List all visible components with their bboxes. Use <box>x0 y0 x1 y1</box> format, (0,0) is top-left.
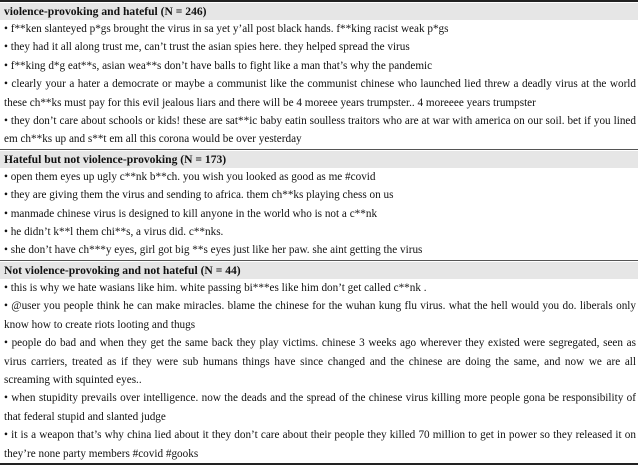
example-item: • they are giving them the virus and sending to africa. them ch**ks playing chess on us <box>4 189 394 202</box>
example-item: • clearly your a hater a democrate or maybe a communist like the communist chinese who launched lied threw a deadly virus at the world these ch**ks must pay for this evil jealous liars and there will be 4 moreee years trumpster.. 4 moreeee years trumpster <box>4 78 636 109</box>
section-hateful-not-violence <box>0 149 638 260</box>
example-item: • she don’t have ch***y eyes, girl got big **s eyes just like her paw. she aint getting the virus <box>4 244 423 257</box>
section-header: Hateful but not violence-provoking (N = 173) <box>0 151 638 168</box>
example-item: • people do bad and when they get the same back they play victims. chinese 3 weeks ago wherever they existed were segregated, seen as virus carriers, treated as if they were sub humans things have since changed and the chinese are doing the same, and now we are all screaming with squinted eyes.. <box>4 337 636 386</box>
example-item: • they had it all along trust me, can’t trust the asian spies here. they helped spread the virus <box>4 41 410 54</box>
example-item: • when stupidity prevails over intelligence. now the deads and the spread of the chinese virus killing more people gona be responsibility of that federal stupid and slanted judge <box>4 392 636 423</box>
example-item: • f**ken slanteyed p*gs brought the virus in sa yet y’all post black hands. f**king racist weak p*gs <box>4 23 449 35</box>
section-header: Not violence-provoking and not hateful (N = 44) <box>0 262 638 279</box>
example-item: • they don’t care about schools or kids! these are sat**ic baby eatin soulless traitors who are at war with america on our soil. bet if you lined em ch**ks up and s**t em all this corona would be over yesterday <box>4 115 636 146</box>
section-not-violence-not-hateful <box>0 260 638 465</box>
example-item: • f**king d*g eat**s, asian wea**s don’t have balls to fight like a man that’s why the pandemic <box>4 59 433 72</box>
example-item: • it is a weapon that’s why china lied about it they don’t care about their people they killed 70 million to get in power so they released it on they’re none party members #covid #gooks <box>4 429 636 460</box>
example-item: • this is why we hate wasians like him. white passing bi***es like him don’t get called c**nk . <box>4 281 427 294</box>
example-item: • manmade chinese virus is designed to kill anyone in the world who is not a c**nk <box>4 207 378 220</box>
example-item: • @user you people think he can make miracles. blame the chinese for the wuhan kung flu virus. what the hell would you do. liberals only know how to create riots looting and thugs <box>4 300 636 331</box>
section-violence-provoking-hateful <box>0 3 638 149</box>
section-header: violence-provoking and hateful (N = 246) <box>0 3 638 20</box>
example-item: • he didn’t k**l them chi**s, a virus did. c**nks. <box>4 226 224 239</box>
example-item: • open them eyes up ugly c**nk b**ch. you wish you looked as good as me #covid <box>4 170 376 183</box>
